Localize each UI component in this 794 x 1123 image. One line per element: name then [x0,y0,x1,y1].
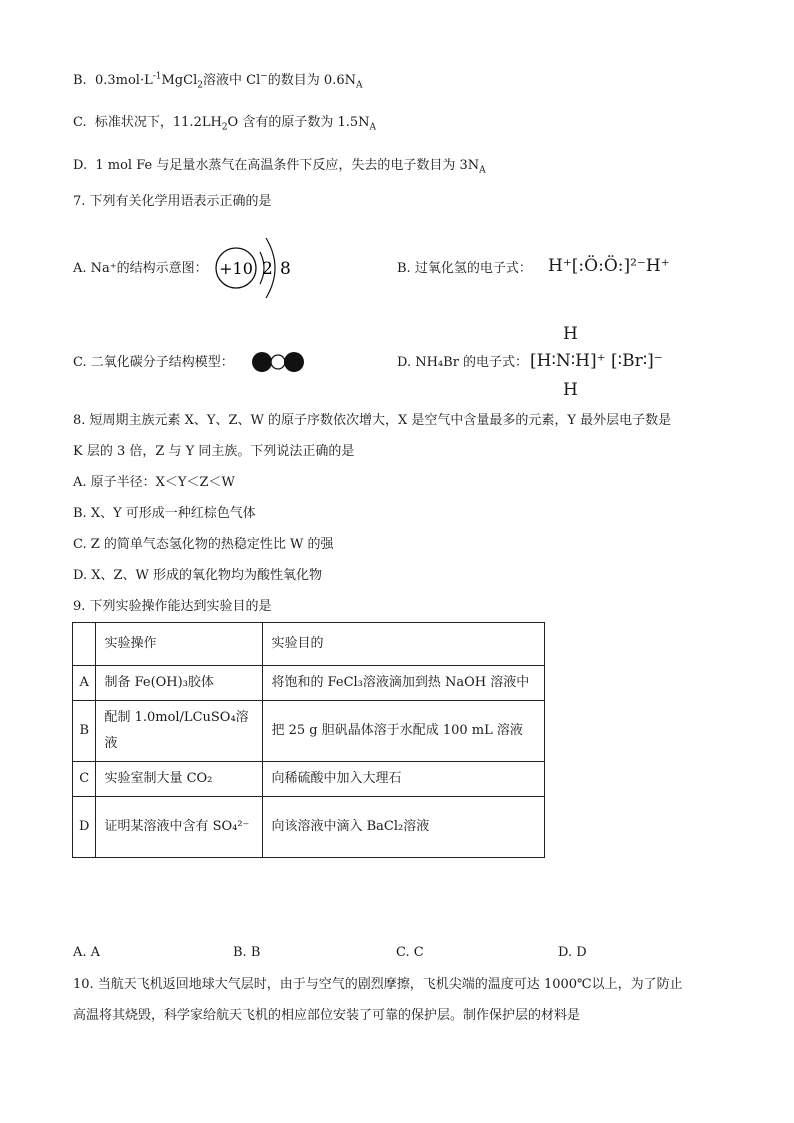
row-goal: 将饱和的 FeCl₃溶液滴加到热 NaOH 溶液中 [263,666,545,701]
header-cell: 实验操作 [96,623,263,666]
q6-option-d: D. 1 mol Fe 与足量水蒸气在高温条件下反应，失去的电子数目为 $3N_A$ [73,158,486,176]
shell-2-count: 8 [280,259,291,279]
q6-option-c: C. 标准状况下，$11.2LH_2O$ 含有的原子数为 $1.5N_A$ [73,115,377,133]
q8-option-d: D. X、Z、W 形成的氧化物均为酸性氧化物 [73,568,323,583]
q8-option-b: B. X、Y 可形成一种红棕色气体 [73,506,256,521]
q8-stem-line2: K 层的 3 倍，Z 与 Y 同主族。下列说法正确的是 [73,444,355,459]
nh4br-top-h: H [563,324,578,344]
row-key: D [73,797,96,858]
q9-choice-b: B. B [233,945,261,960]
row-key: C [73,762,96,797]
q8-stem-line1: 8. 短周期主族元素 X、Y、Z、W 的原子序数依次增大，X 是空气中含量最多的元素，Y 最外层电子数是 [73,413,672,428]
q7-option-a-label: A. Na⁺的结构示意图： [73,261,208,276]
experiment-table [72,622,545,858]
q6-option-b: B. $0.3mol\cdot L^{-1}MgCl_2$溶液中 Cl−的数目为 $0.6N_A$ [73,71,363,91]
q9-stem: 9. 下列实验操作能达到实验目的是 [73,599,272,614]
q7-option-b-label: B. 过氧化氢的电子式： [397,261,532,276]
row-goal: 向稀硫酸中加入大理石 [263,762,545,797]
table-row [73,762,545,797]
row-goal: 把 25 g 胆矾晶体溶于水配成 100 mL 溶液 [263,701,545,762]
q9-choice-a: A. A [73,945,101,960]
shell-1-count: 2 [262,259,273,279]
table-row [73,701,545,762]
q7-option-d-label: D. NH₄Br 的电子式： [397,355,529,370]
co2-structure-model [250,350,306,374]
row-key: B [73,701,96,762]
row-operation: 制备 Fe(OH)₃胶体 [96,666,263,701]
row-goal: 向该溶液中滴入 BaCl₂溶液 [263,797,545,858]
q8-option-a: A. 原子半径：X＜Y＜Z＜W [73,475,235,490]
q9-choice-c: C. C [396,945,424,960]
na-ion-structure-diagram [212,228,302,308]
q7-stem: 7. 下列有关化学用语表示正确的是 [73,194,272,209]
q8-option-c: C. Z 的简单气态氢化物的热稳定性比 W 的强 [73,537,334,552]
nh4br-bottom-h: H [563,380,578,400]
row-operation: 证明某溶液中含有 SO₄²⁻ [96,797,263,858]
q10-stem-line1: 10. 当航天飞机返回地球大气层时，由于与空气的剧烈摩擦，飞机尖端的温度可达 1000℃以上，为了防止 [73,977,683,992]
header-cell [73,623,96,666]
q7-option-c-label: C. 二氧化碳分子结构模型： [73,355,234,370]
table-row [73,666,545,701]
header-cell: 实验目的 [263,623,545,666]
q9-choice-d: D. D [558,945,587,960]
h2o2-electron-formula: H⁺[:Ö:Ö:]²⁻H⁺ [548,256,670,276]
row-key: A [73,666,96,701]
row-operation: 配制 1.0mol/LCuSO₄溶液 [96,701,263,762]
nucleus-charge: +10 [219,259,253,278]
row-operation: 实验室制大量 CO₂ [96,762,263,797]
q10-stem-line2: 高温将其烧毁，科学家给航天飞机的相应部位安装了可靠的保护层。制作保护层的材料是 [73,1008,581,1023]
table-row [73,797,545,858]
table-header-row [73,623,545,666]
nh4br-electron-formula: [H∶N∶H]⁺ [∶Br∶]⁻ [530,351,663,371]
